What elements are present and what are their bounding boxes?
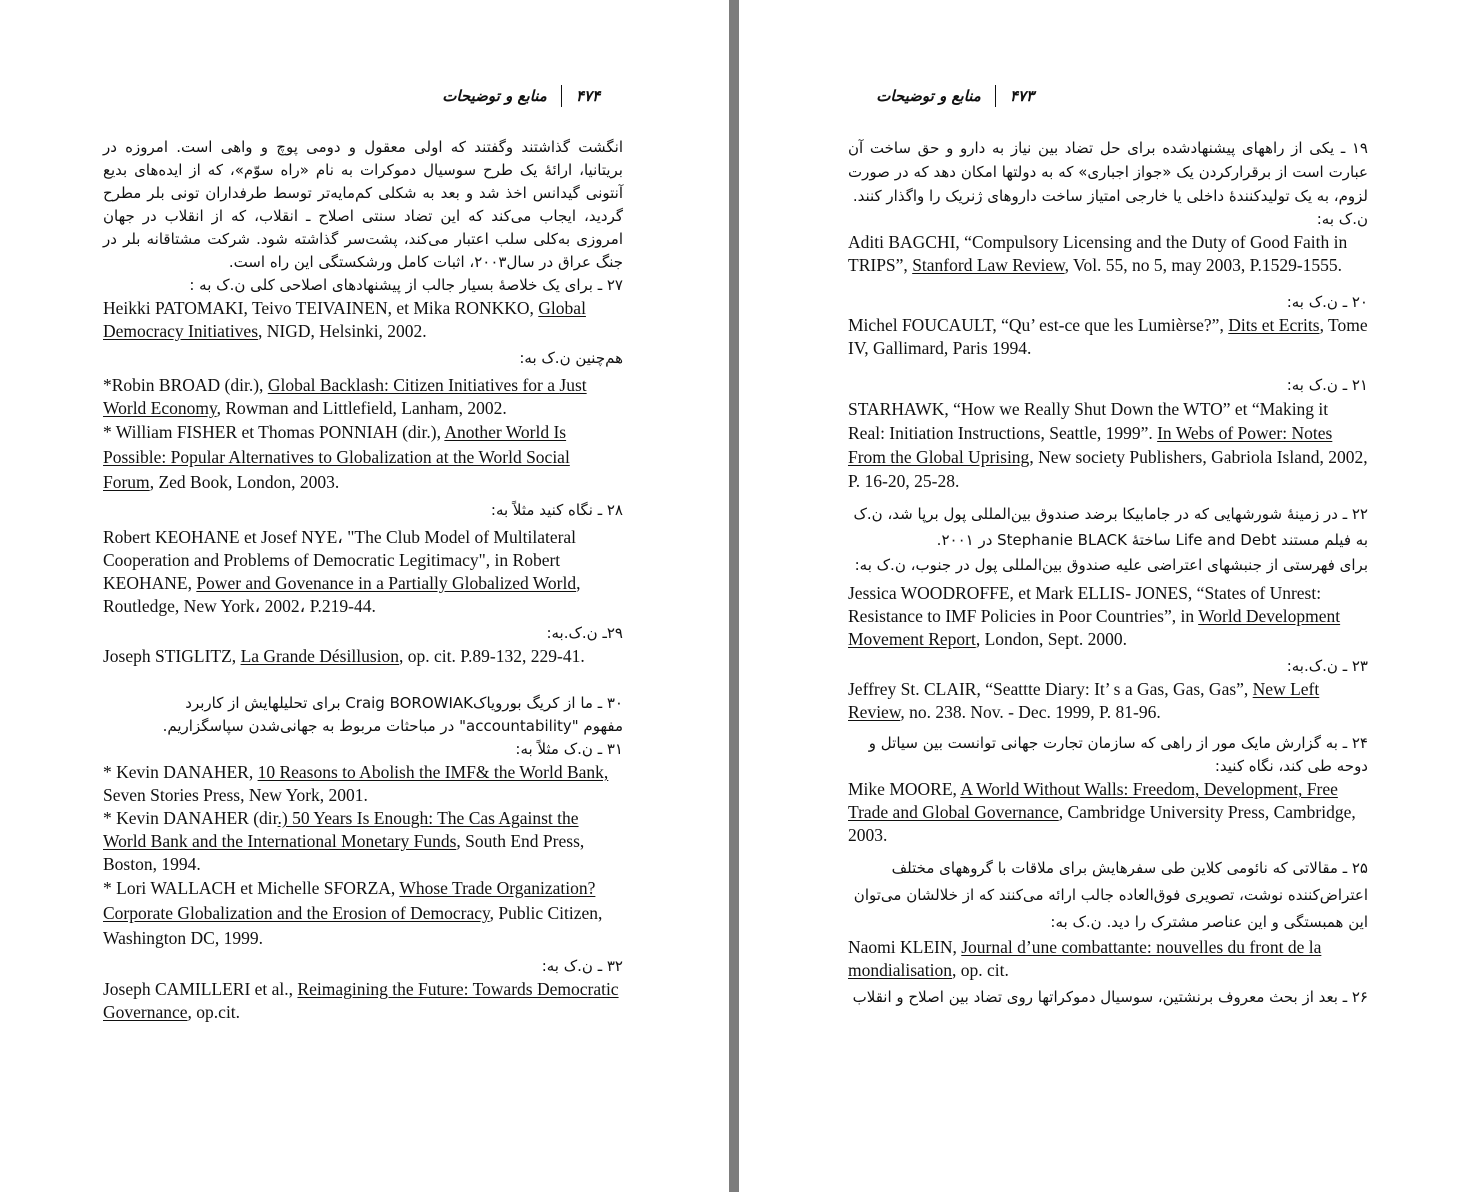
note-26: ۲۶ ـ بعد از بحث معروف برنشتین، سوسیال دموکراتها روی تضاد بین اصلاح و انقلاب — [852, 988, 1368, 1006]
left-page-header — [442, 84, 600, 108]
note-30-line1: ۳۰ ـ ما از کریگ بورویاکCraig BOROWIAK برای تحلیلهایش از کاربرد — [185, 694, 623, 712]
running-title: منابع و توضیحات — [876, 87, 981, 105]
reference-31b: * Kevin DANAHER (dir.) 50 Years Is Enough: The Cas Against the World Bank and the International Monetary Funds, South End Press, Boston, 1994. — [103, 808, 585, 874]
page-number: ۴۷۴ — [575, 87, 600, 105]
reference-23: Jeffrey St. CLAIR, “Seattte Diary: It’ s a Gas, Gas, Gas”, New Left Review, no. 238. Nov. - Dec. 1999, P. 81-96. — [848, 679, 1320, 722]
reference-19: Aditi BAGCHI, “Compulsory Licensing and the Duty of Good Faith in TRIPS”, Stanford Law Review, Vol. 55, no 5, may 2003, P.1529-1555. — [848, 232, 1348, 275]
reference-31a: * Kevin DANAHER, 10 Reasons to Abolish the IMF& the World Bank, Seven Stories Press, New York, 2001. — [103, 762, 609, 805]
reference-20: Michel FOUCAULT, “Qu’ est-ce que les Lumièrse?”, Dits et Ecrits, Tome IV, Gallimard, Paris 1994. — [848, 315, 1368, 358]
reference-29: Joseph STIGLITZ, La Grande Désillusion, op. cit. P.89-132, 229-41. — [103, 646, 585, 666]
note-32: ۳۲ ـ ن.ک به: — [541, 957, 623, 975]
reference-32: Joseph CAMILLERI et al., Reimagining the Future: Towards Democratic Governance, op.cit. — [103, 979, 619, 1022]
reference-21: STARHAWK, “How we Really Shut Down the WTO” et “Making it Real: Initiation Instructions, Seattle, 1999”. In Webs of Power: Notes From the Global Uprising, New society Publishers, Gabriola Island, 2002, P. 16-20, 25-28. — [848, 399, 1368, 491]
header-divider — [561, 85, 562, 107]
note-25: ۲۵ ـ مقالاتی که نائومی کلاین طی سفرهایش برای ملاقات با گروههای مختلف اعتراض‌کننده نوشت، تصویری فوق‌العاده جالب ارائه می‌کنند که از خلالشان می‌توان این همبستگی و این عناصر مشترک را دید. ن.ک به: — [853, 859, 1368, 931]
reference-22: Jessica WOODROFFE, et Mark ELLIS- JONES, “States of Unrest: Resistance to IMF Policies in Poor Countries”, in World Development Movement Report, London, Sept. 2000. — [848, 583, 1341, 649]
note-24: ۲۴ ـ به گزارش مایک مور از راهی که سازمان تجارت جهانی توانست بین سیاتل و دوحه طی کند، نگاه کنید: — [868, 734, 1368, 775]
note-20: ۲۰ ـ ن.ک به: — [1286, 293, 1368, 311]
reference-28: Robert KEOHANE et Josef NYE، "The Club Model of Multilateral Cooperation and Problems of Democratic Legitimacy", in Robert KEOHANE, Power and Govenance in a Partially Globalized World, Routledge, New York، 2002، P.219-44. — [103, 527, 581, 616]
reference-24: Mike MOORE, A World Without Walls: Freedom, Development, Free Trade and Global Governance, Cambridge University Press, Cambridge, 2003. — [848, 779, 1356, 845]
left-page-content — [103, 136, 623, 1024]
note-23: ۲۳ ـ ن.ک.به: — [1286, 657, 1368, 675]
note-31: ۳۱ ـ ن.ک مثلاً به: — [515, 740, 623, 758]
reference-27a: Heikki PATOMAKI, Teivo TEIVAINEN, et Mika RONKKO, Global Democracy Initiatives, NIGD, Helsinki, 2002. — [103, 298, 586, 341]
reference-25: Naomi KLEIN, Journal d’une combattante: nouvelles du front de la mondialisation, op. cit. — [848, 937, 1322, 980]
note-30-line2: مفهوم "accountability" در مباحثات مربوط به جهانی‌شدن سپاسگزاریم. — [162, 717, 623, 735]
page-number: ۴۷۳ — [1009, 87, 1034, 105]
note-21: ۲۱ ـ ن.ک به: — [1286, 376, 1368, 394]
note-22-line2: برای فهرستی از جنبشهای اعتراضی علیه صندوق بین‌المللی پول در جنوب، ن.ک به: — [854, 556, 1368, 574]
see-also-label: هم‌چنین ن.ک به: — [519, 349, 623, 367]
right-page-header — [876, 84, 1034, 108]
reference-27c: * William FISHER et Thomas PONNIAH (dir.), Another World Is Possible: Popular Alternatives to Globalization at the World Social Forum, Zed Book, London, 2003. — [103, 422, 570, 492]
note-26-continuation: انگشت گذاشتند وگفتند که اولی معقول و دومی پوچ و واهی است. امروزه در بریتانیا، ارائهٔ یک طرح سوسیال دموکرات به نام «راه سوّم»، که از ایده‌های بدیع آنتونی گیدانس اخذ شد و بعد به شکلی کم‌مایه‌تر توسط طرفداران تونی بلر مطرح گردید، ایجاب می‌کند که این تضاد سنتی اصلاح ـ انقلاب، که از انقلاب در جهان امروزی به‌کلی سلب اعتبار می‌کند، پشت‌سر گذاشته شود. شرکت مشتاقانه بلر در جنگ عراق در سال۲۰۰۳، اثبات کامل ورشکستگی این راه است. — [103, 138, 623, 271]
running-title: منابع و توضیحات — [442, 87, 547, 105]
left-page — [0, 0, 729, 1192]
right-page-content — [848, 136, 1368, 1009]
note-29: ۲۹ـ ن.ک.به: — [546, 624, 623, 642]
note-19-see: ن.ک به: — [1316, 210, 1368, 228]
reference-31c: * Lori WALLACH et Michelle SFORZA, Whose Trade Organization? Corporate Globalization and the Erosion of Democracy, Public Citizen, Washington DC, 1999. — [103, 878, 603, 948]
reference-27b: *Robin BROAD (dir.), Global Backlash: Citizen Initiatives for a Just World Economy, Rowman and Littlefield, Lanham, 2002. — [103, 375, 587, 418]
right-page — [739, 0, 1470, 1192]
note-22-line1: ۲۲ ـ در زمینهٔ شورشهایی که در جامابیکا برضد صندوق بین‌المللی پول برپا شد، ن.ک به فیلم مستند Life and Debt ساختهٔ Stephanie BLACK در ۲۰۰۱. — [853, 505, 1368, 549]
note-19: ۱۹ ـ یکی از راههای پیشنهادشده برای حل تضاد بین نیاز به دارو و حق ساخت آن عبارت است از برقرارکردن یک «جواز اجباری» که به دولتها امکان دهد که در صورت لزوم، به یک تولیدکنندهٔ داخلی یا خارجی امتیاز ساخت داروهای ژنریک را واگذار کنند. — [848, 139, 1368, 205]
header-divider — [995, 85, 996, 107]
note-27: ۲۷ ـ برای یک خلاصهٔ بسیار جالب از پیشنهادهای اصلاحی کلی ن.ک به : — [189, 276, 623, 294]
note-28: ۲۸ ـ نگاه کنید مثلاً به: — [490, 501, 623, 519]
